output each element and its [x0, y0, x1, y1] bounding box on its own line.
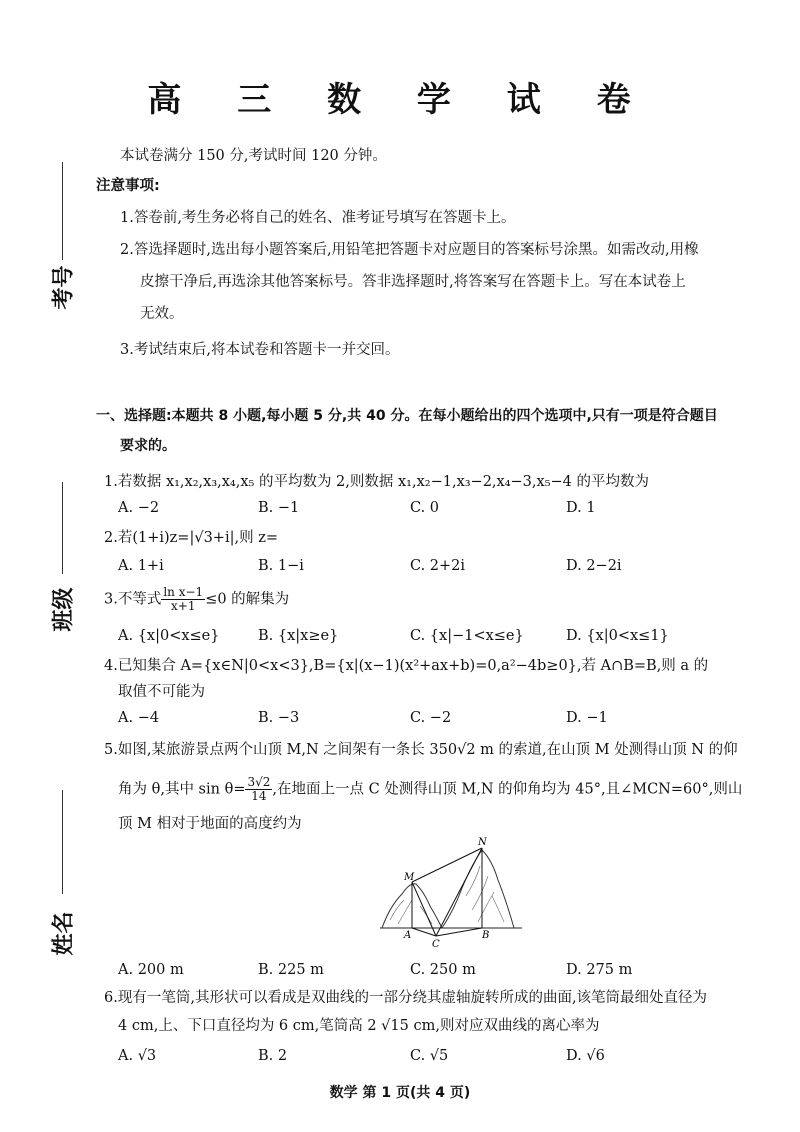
notice-1: 1.答卷前,考生务必将自己的姓名、准考证号填写在答题卡上。 — [120, 210, 516, 226]
q1-option-c: C. 0 — [410, 500, 440, 516]
q4-option-d: D. −1 — [566, 710, 608, 726]
q5-stem-line2 — [118, 776, 742, 803]
q5-fraction — [245, 776, 272, 803]
q3-option-b: B. {x|x≥e} — [258, 628, 339, 644]
notice-3: 3.考试结束后,将本试卷和答题卡一并交回。 — [120, 342, 400, 358]
q5-stem: 5.如图,某旅游景点两个山顶 M,N 之间架有一条长 350√2 m 的索道,在山顶 M 处测得山顶 N 的仰 — [104, 742, 738, 758]
segment-CB — [436, 928, 482, 936]
q1-option-d: D. 1 — [566, 500, 596, 516]
q4-option-b: B. −3 — [258, 710, 300, 726]
class-label: 班级 — [51, 587, 77, 632]
q1-option-b: B. −1 — [258, 500, 300, 516]
q2-option-a: A. 1+i — [118, 558, 164, 574]
q4-stem: 4.已知集合 A={x∈N|0<x<3},B={x|(x−1)(x²+ax+b)=0,a²−4b≥0},若 A∩B=B,则 a 的 — [104, 658, 709, 674]
q6-option-b: B. 2 — [258, 1048, 288, 1064]
q6-stem: 6.现有一笔筒,其形状可以看成是双曲线的一部分绕其虚轴旋转所成的曲面,该笔筒最细处直径为 — [104, 990, 708, 1006]
section-heading: 一、选择题:本题共 8 小题,每小题 5 分,共 40 分。在每小题给出的四个选项中,只有一项是符合题目 — [96, 408, 718, 424]
label-B: B — [482, 930, 490, 941]
q3-option-a: A. {x|0<x≤e} — [118, 628, 220, 644]
q5-line2-pre: 角为 θ,其中 sin θ= — [118, 781, 246, 798]
q3-stem — [104, 586, 289, 613]
q2-stem: 2.若(1+i)z=|√3+i|,则 z= — [104, 530, 278, 546]
exam-no-label: 考号 — [51, 265, 77, 310]
q5-option-a: A. 200 m — [118, 962, 184, 978]
q2-option-d: D. 2−2i — [566, 558, 622, 574]
exam-intro: 本试卷满分 150 分,考试时间 120 分钟。 — [120, 148, 387, 164]
label-C: C — [432, 939, 440, 948]
q3-frac-den: x+1 — [171, 599, 196, 613]
segment-CN — [436, 848, 482, 936]
name-line — [62, 790, 63, 894]
q5-option-c: C. 250 m — [410, 962, 476, 978]
q1-option-a: A. −2 — [118, 500, 160, 516]
class-line — [62, 482, 63, 574]
q6-option-c: C. √5 — [410, 1048, 449, 1064]
label-A: A — [404, 930, 412, 941]
q2-option-c: C. 2+2i — [410, 558, 466, 574]
q3-stem-post: ≤0 的解集为 — [205, 591, 290, 608]
q3-option-c: C. {x|−1<x≤e} — [410, 628, 524, 644]
page-title: 高 三 数 学 试 卷 — [147, 80, 653, 120]
q1-stem: 1.若数据 x₁,x₂,x₃,x₄,x₅ 的平均数为 2,则数据 x₁,x₂−1,x₃−2,x₄−3,x₅−4 的平均数为 — [104, 474, 649, 490]
q5-stem-line3: 顶 M 相对于地面的高度约为 — [118, 816, 302, 832]
segment-CA — [412, 928, 436, 936]
q4-stem-cont: 取值不可能为 — [118, 684, 205, 700]
section-heading-cont: 要求的。 — [120, 438, 176, 454]
q5-line2-post: ,在地面上一点 C 处测得山顶 M,N 的仰角均为 45°,且∠MCN=60°,则山 — [272, 781, 743, 798]
notice-2: 2.答选择题时,选出每小题答案后,用铅笔把答题卡对应题目的答案标号涂黑。如需改动,用橡 — [120, 242, 699, 258]
q4-option-a: A. −4 — [118, 710, 160, 726]
q5-frac-den: 14 — [251, 789, 267, 803]
page-footer: 数学 第 1 页(共 4 页) — [329, 1085, 471, 1101]
q3-option-d: D. {x|0<x≤1} — [566, 628, 669, 644]
q3-frac-num: ln x−1 — [163, 585, 204, 599]
q4-option-c: C. −2 — [410, 710, 452, 726]
q5-option-b: B. 225 m — [258, 962, 324, 978]
notice-2-end: 无效。 — [140, 306, 184, 322]
cable-MN — [412, 848, 482, 882]
q6-option-a: A. √3 — [118, 1048, 157, 1064]
q3-stem-pre: 3.不等式 — [104, 591, 162, 608]
notice-heading: 注意事项: — [96, 178, 160, 194]
q2-option-b: B. 1−i — [258, 558, 304, 574]
q3-fraction — [161, 586, 205, 613]
label-M: M — [404, 872, 415, 883]
exam-no-line — [62, 162, 63, 260]
q6-option-d: D. √6 — [566, 1048, 605, 1064]
q6-stem-cont: 4 cm,上、下口直径均为 6 cm,笔筒高 2 √15 cm,则对应双曲线的离心率为 — [118, 1018, 600, 1034]
notice-2-cont: 皮擦干净后,再选涂其他答案标号。答非选择题时,将答案写在答题卡上。写在本试卷上 — [140, 274, 686, 290]
name-label: 姓名 — [51, 911, 77, 956]
label-N: N — [478, 837, 487, 848]
mountain-cableway-figure — [376, 836, 526, 948]
q5-frac-num: 3√2 — [247, 775, 271, 789]
right-mountain-shading — [466, 866, 504, 922]
q5-option-d: D. 275 m — [566, 962, 633, 978]
